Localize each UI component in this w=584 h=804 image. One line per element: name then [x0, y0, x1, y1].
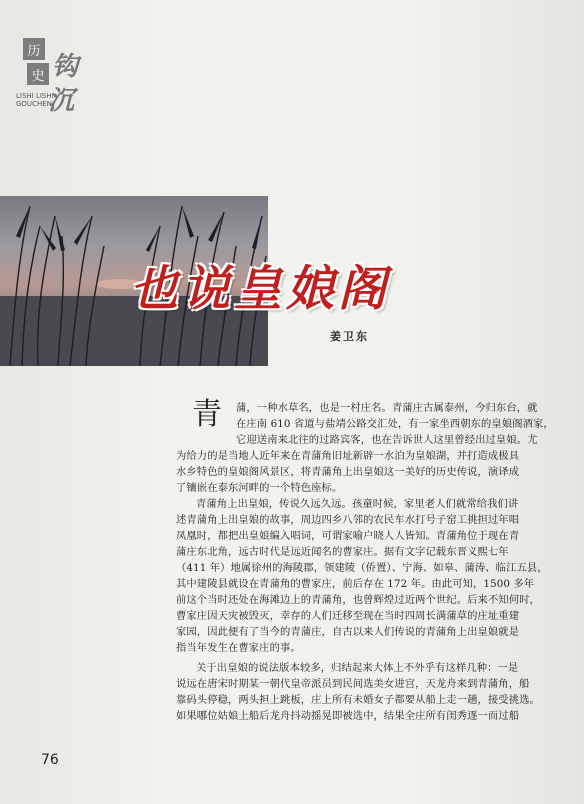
section-pinyin-2: GOUCHEN: [16, 100, 52, 108]
section-char-2: 史: [27, 63, 49, 85]
page-number: 76: [41, 752, 59, 768]
body-line: 前这个当时还处在海滩边上的青蒲角，也曾辉煌过近两个世纪。后来不知何时，: [176, 594, 540, 606]
body-line: 靠码头停稳，两头担上跳板，庄上所有未婚女子都要从船上走一趟，接受挑选。: [176, 694, 540, 706]
body-line: 了镶嵌在泰东河畔的一个特色座标。: [176, 482, 343, 494]
drop-cap: 青: [192, 397, 222, 432]
body-line: 述青蒲角上出皇娘的故事，周边四乡八邻的农民车水打号子窑工挑担过年唱: [176, 514, 520, 526]
body-line: 凤凰时，都把出皇娘编入唱词，可谓家喻户晓人人皆知。青蒲角位于现在青: [176, 530, 520, 542]
body-line: 蒲，一种水草名，也是一村庄名。青蒲庄古属泰州，今归东台，就: [236, 402, 538, 414]
body-line: 它迎送南来北往的过路宾客，也在告诉世人这里曾经出过皇娘。尤: [236, 434, 538, 446]
body-line: 如果哪位姑娘上船后龙舟抖动摇晃即被选中，结果全庄所有闺秀逐一而过船: [176, 710, 520, 722]
section-big-char-1: 钩: [52, 52, 79, 82]
body-line: 其中建陵县就设在青蒲角的曹家庄，前后存在 172 年。由此可知，1500 多年: [176, 578, 535, 590]
article-author: 姜卫东: [330, 330, 369, 343]
section-big-char-2: 沉: [48, 86, 75, 116]
body-line: 指当年发生在曹家庄的事。: [176, 642, 301, 654]
body-line: 关于出皇娘的说法版本较多，归结起来大体上不外乎有这样几种：一是: [196, 662, 519, 674]
body-line: （411 年）地属徐州的海陵郡，领建陵（侨置）、宁海、如皋、蒲涛、临江五县，: [176, 562, 548, 574]
body-line: 在庄南 610 省道与盐靖公路交汇处，有一家坐西朝东的皇娘阁酒家，: [236, 418, 554, 430]
body-line: 曹家庄因天灾被毁灭，幸存的人们迁移至现在当时四周长满蒲草的庄址重建: [176, 610, 520, 622]
section-char-1: 历: [23, 38, 45, 60]
section-pinyin-1: LISHI LISHI: [16, 92, 54, 100]
body-line: 蒲庄东北角，远古时代是远近闻名的曹家庄。据有文字记载东晋义熙七年: [176, 546, 509, 558]
body-line: 家园，因此便有了当今的青蒲庄，自古以来人们传说的青蒲角上出皇娘就是: [176, 626, 520, 638]
body-line: 水乡特色的皇娘阁风景区，将青蒲角上出皇娘这一美好的历史传说，演译成: [176, 466, 520, 478]
body-line: 为给力的是当地人近年来在青蒲角旧址新辟一水泊为皇娘湖，并打造成极具: [176, 450, 520, 462]
article-title: 也说皇娘阁: [130, 261, 391, 317]
body-line: 青蒲角上出皇娘，传说久远久远。孩童时候，家里老人们就常给我们讲: [196, 498, 519, 510]
body-line: 说远在唐宋时期某一朝代皇帝派员到民间选美女进宫，天龙舟来到青蒲角，船: [176, 678, 530, 690]
